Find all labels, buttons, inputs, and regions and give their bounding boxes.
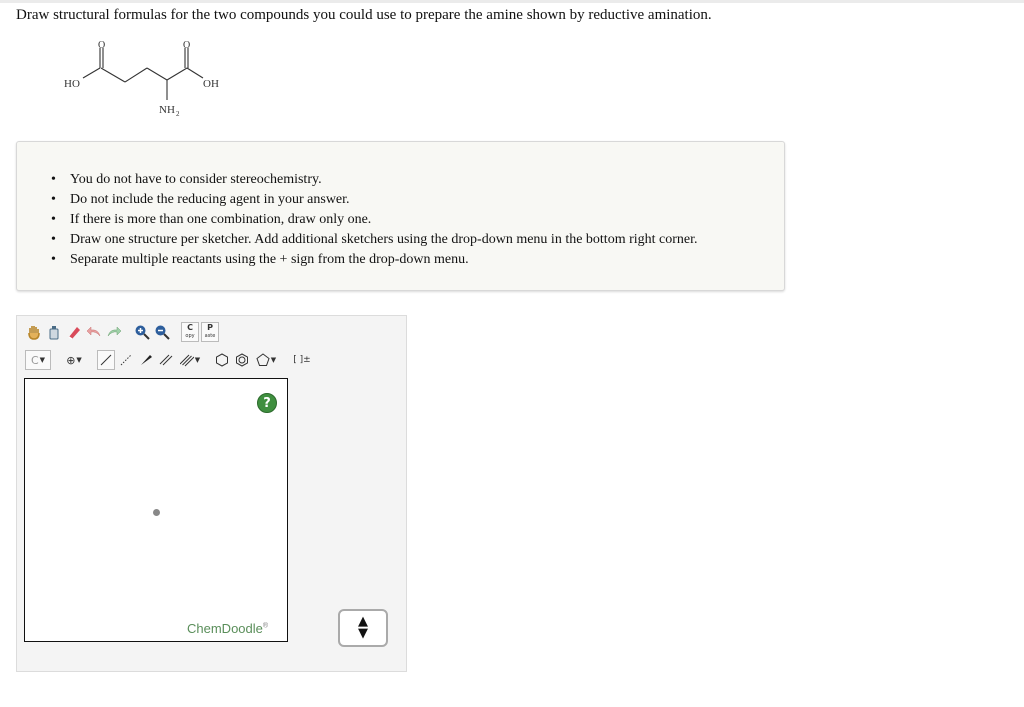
help-button[interactable]: [257, 393, 277, 413]
carbonyl-o-left: O: [98, 40, 106, 51]
brand-name: ChemDoodle: [187, 621, 263, 636]
cyclopentane-dropdown[interactable]: [253, 350, 279, 370]
chevron-down-icon: ▼: [39, 356, 46, 364]
carbonyl-o-right: O: [183, 40, 191, 51]
up-arrow-icon[interactable]: ▲: [358, 614, 368, 629]
eraser-icon[interactable]: [65, 322, 83, 342]
zoom-out-icon[interactable]: [153, 322, 171, 342]
wedge-bond-button[interactable]: [137, 350, 155, 370]
instruction-item: • Separate multiple reactants using the + sign from the drop-down menu.: [51, 250, 698, 270]
instructions-list: [51, 170, 698, 270]
help-icon: ?: [263, 395, 271, 411]
dashed-bond-button[interactable]: [117, 350, 135, 370]
bracket-label: [ ]±: [293, 355, 311, 365]
paste-label: P: [207, 323, 213, 332]
amine-group: NH: [159, 104, 175, 116]
instruction-item: • You do not have to consider stereochemistry.: [51, 170, 698, 190]
copy-label: C: [187, 323, 193, 332]
chevron-down-icon: ▼: [194, 356, 201, 364]
chemdoodle-brand: [187, 621, 268, 636]
cyclohexane-icon[interactable]: [213, 350, 231, 370]
double-bond-button[interactable]: [157, 350, 175, 370]
copy-button[interactable]: [181, 322, 199, 342]
hydroxyl-left: HO: [64, 78, 80, 90]
charge-label: ⊕: [66, 353, 76, 367]
charge-dropdown[interactable]: [61, 350, 87, 370]
hydroxyl-right: OH: [203, 78, 219, 90]
chemdoodle-sketcher: [16, 315, 407, 672]
chevron-down-icon: ▼: [270, 356, 277, 364]
redo-icon[interactable]: [105, 322, 123, 342]
instruction-item: • Draw one structure per sketcher. Add additional sketchers using the drop-down menu in the bottom right corner.: [51, 230, 698, 250]
bracket-tool-button[interactable]: [289, 350, 315, 370]
benzene-icon[interactable]: [233, 350, 251, 370]
target-amine-structure: [55, 36, 245, 122]
question-text: Draw structural formulas for the two compounds you could use to prepare the amine shown by reductive amination.: [16, 7, 712, 23]
hand-icon[interactable]: [25, 322, 43, 342]
atom-label: C: [30, 353, 39, 367]
add-sketcher-stepper[interactable]: [338, 609, 388, 647]
atom-carbon-dropdown[interactable]: [25, 350, 51, 370]
instructions-box: [16, 141, 785, 291]
amine-subscript: 2: [176, 110, 180, 118]
instruction-item: • If there is more than one combination, draw only one.: [51, 210, 698, 230]
top-divider: [0, 0, 1024, 3]
paste-button[interactable]: [201, 322, 219, 342]
toolbar-row-1: [25, 322, 221, 342]
single-bond-button[interactable]: [97, 350, 115, 370]
triple-bond-dropdown[interactable]: [177, 350, 203, 370]
undo-icon[interactable]: [85, 322, 103, 342]
brand-mark: ®: [262, 622, 269, 630]
clear-icon[interactable]: [45, 322, 63, 342]
instruction-item: • Do not include the reducing agent in your answer.: [51, 190, 698, 210]
copy-sublabel: opy: [185, 333, 195, 339]
drawing-canvas[interactable]: [24, 378, 288, 642]
paste-sublabel: aste: [204, 333, 216, 339]
toolbar-row-2: [25, 350, 317, 370]
zoom-in-icon[interactable]: [133, 322, 151, 342]
down-arrow-icon[interactable]: ▼: [358, 626, 368, 641]
canvas-cursor-dot: [153, 509, 160, 516]
chevron-down-icon: ▼: [76, 356, 82, 364]
